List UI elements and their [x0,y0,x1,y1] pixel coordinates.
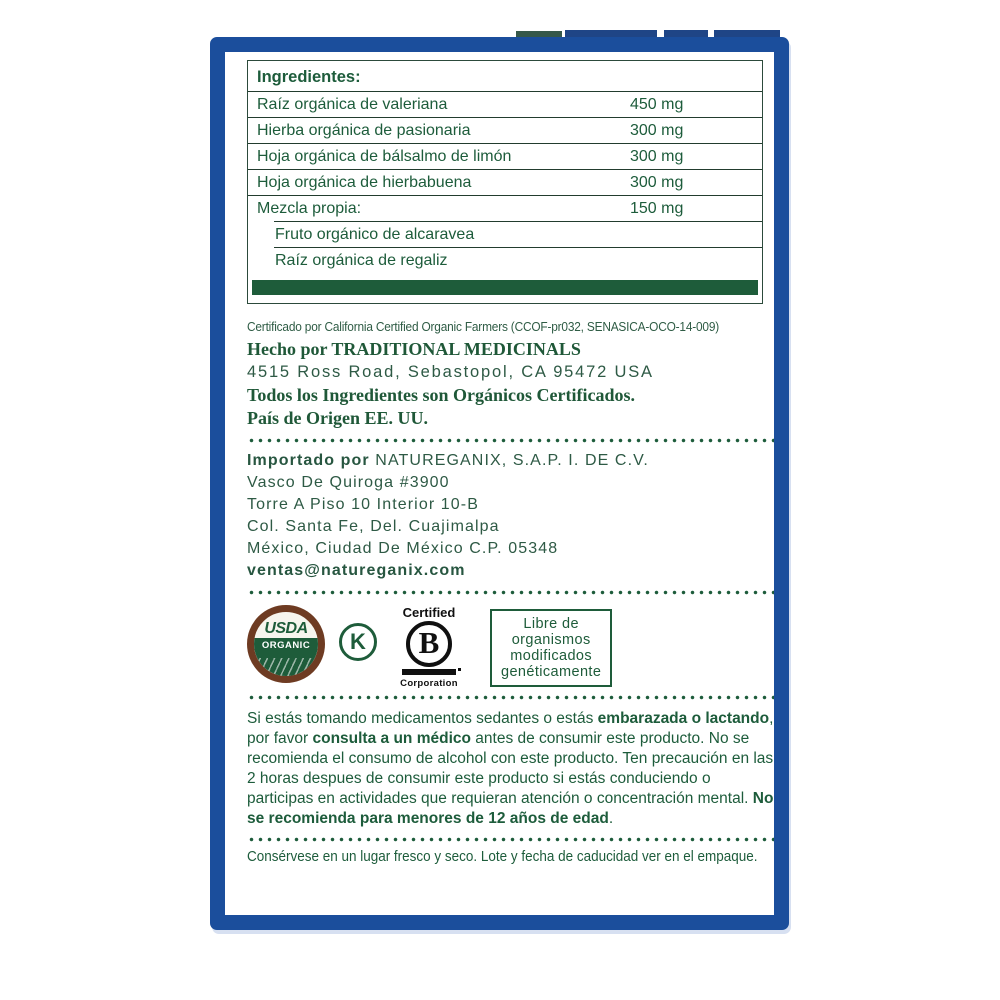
non-gmo-box [490,609,612,687]
label-content [225,52,774,915]
organic-statement: Todos los Ingredientes son Orgánicos Certificados. [247,385,636,405]
green-divider-bar [252,280,758,295]
ingredient-amount: 300 mg [630,148,684,165]
ingredients-title: Ingredientes: [248,61,762,92]
ingredient-name: Hoja orgánica de hierbabuena [257,174,472,191]
non-gmo-line: organismos [511,632,591,648]
bcorp-corporation-text: Corporation [400,678,458,689]
importer-name: NATUREGANIX, S.A.P. I. DE C.V. [375,452,649,469]
usda-seal-top-text: USDA [264,619,308,637]
ingredient-amount: 450 mg [630,96,684,113]
certification-line: Certificado por California Certified Organic Farmers (CCOF-pr032, SENASICA-OCO-14-009) [247,320,720,334]
importer-line [247,450,763,472]
dotted-divider [247,837,774,842]
importer-email: ventas@natureganix.com [247,562,466,579]
certification-seals-row [247,605,763,687]
dotted-divider [247,695,774,700]
importer-prefix: Importado por [247,452,376,469]
bcorp-b-letter: B [406,621,452,667]
importer-address-line: Col. Santa Fe, Del. Cuajimalpa [247,518,500,535]
warning-text-bold: embarazada o lactando [597,710,770,727]
warning-text: . [608,810,614,827]
warning-text: antes de consumir este producto. No se recomienda el consumo de alcohol con este producto. Ten precaución en las 2 horas despues de consumir este producto si estás conduciendo o participas en actividades que requieran atención o concentración mental. [247,730,774,807]
manufacturer-address: 4515 Ross Road, Sebastopol, CA 95472 USA [247,363,654,381]
dotted-divider [247,590,774,595]
warning-text: , por favor [247,710,774,747]
warning-paragraph [247,709,779,829]
bcorp-certified-text: Certified [402,605,456,620]
usda-organic-seal-icon [247,605,325,683]
ingredient-name: Hoja orgánica de bálsalmo de limón [257,148,512,165]
manufacturer-block [247,338,763,430]
bcorp-underline [402,669,456,675]
importer-block [247,450,763,582]
importer-address-line: Torre A Piso 10 Interior 10-B [247,496,480,513]
print-artifact [565,30,657,37]
product-label-panel [210,37,789,930]
ingredient-row [248,196,762,221]
ingredient-amount: 300 mg [630,122,684,139]
warning-text-bold: No se recomienda para menores de 12 años de edad [247,790,774,827]
non-gmo-line: Libre de [523,616,579,632]
ingredient-name: Mezcla propia: [257,200,362,217]
made-by-line: Hecho por TRADITIONAL MEDICINALS [247,339,581,359]
ingredient-row [248,92,762,118]
usda-seal-bottom-text: ORGANIC [254,638,318,676]
non-gmo-line: modificados [510,648,593,664]
ingredients-table [247,60,763,304]
print-artifact [664,30,708,37]
non-gmo-line: genéticamente [501,664,602,680]
print-artifact [714,30,780,37]
importer-address-line: Vasco De Quiroga #3900 [247,474,450,491]
ingredient-name: Raíz orgánica de valeriana [257,96,448,113]
kosher-k-seal-icon: K [339,623,377,661]
ingredient-row [248,170,762,196]
storage-instructions: Consérvese en un lugar fresco y seco. Lote y fecha de caducidad ver en el empaque. [247,849,758,865]
blend-sub-ingredients [274,221,762,273]
ingredient-row [248,118,762,144]
importer-address-line: México, Ciudad De México C.P. 05348 [247,540,559,557]
warning-text: Si estás tomando medicamentos sedantes o estás [247,710,598,727]
ingredient-row [248,144,762,170]
ingredient-amount: 150 mg [630,200,684,217]
ingredient-name: Hierba orgánica de pasionaria [257,122,471,139]
dotted-divider [247,438,774,443]
ingredient-amount: 300 mg [630,174,684,191]
country-of-origin: País de Origen EE. UU. [247,408,429,428]
warning-text-bold: consulta a un médico [312,730,471,747]
sub-ingredient: Raíz orgánica de regaliz [274,247,762,273]
bcorp-seal-icon [396,605,462,689]
sub-ingredient: Fruto orgánico de alcaravea [274,221,762,247]
